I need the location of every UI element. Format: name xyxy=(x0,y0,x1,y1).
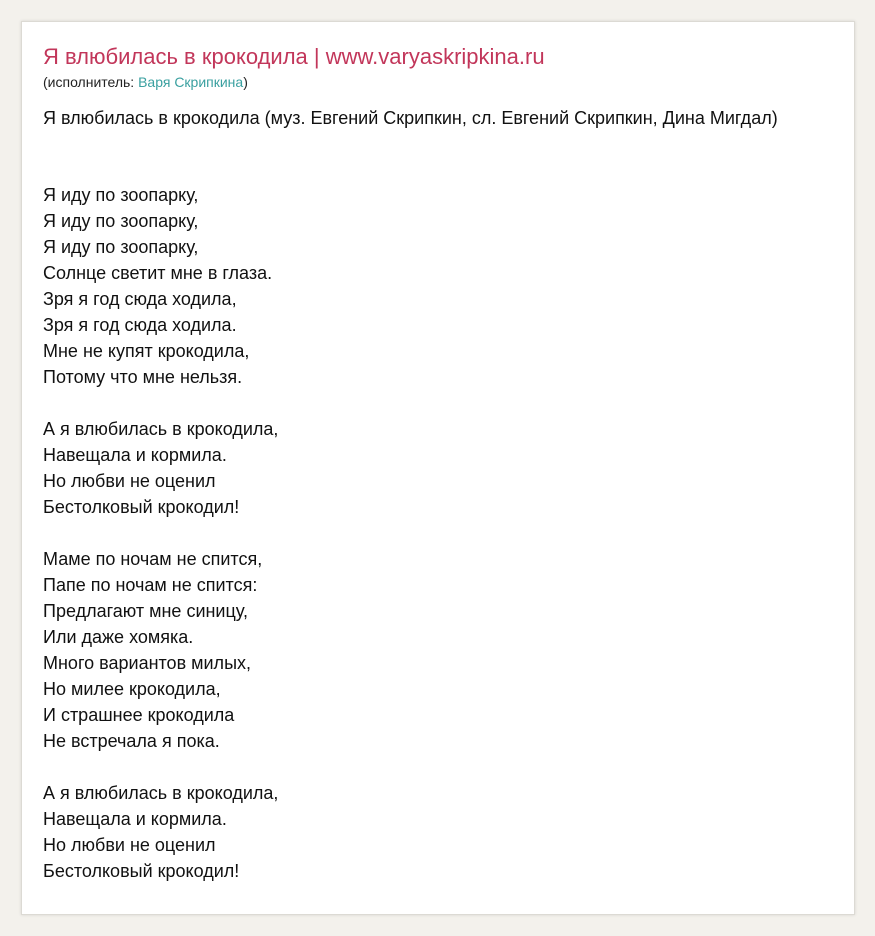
lyric-line: Или даже хомяка. xyxy=(43,627,194,647)
lyric-line: Много вариантов милых, xyxy=(43,653,252,673)
lyric-line: Бестолковый крокодил! xyxy=(43,861,240,881)
lyric-line: Навещала и кормила. xyxy=(43,809,227,829)
lyrics-body xyxy=(43,182,278,910)
lyric-line: Папе по ночам не спится: xyxy=(43,575,258,595)
lyric-line: Мне не купят крокодила, xyxy=(43,341,250,361)
lyric-line: Но любви не оценил xyxy=(43,471,216,491)
lyric-line: Потому что мне нельзя. xyxy=(43,367,243,387)
page-title: Я влюбилась в крокодила | www.varyaskripkina.ru xyxy=(43,44,545,69)
performer-line xyxy=(43,73,248,91)
lyric-line: А я влюбилась в крокодила, xyxy=(43,419,279,439)
lyric-line: Зря я год сюда ходила, xyxy=(43,289,237,309)
performer-prefix: (исполнитель: xyxy=(43,74,139,90)
stanza-1 xyxy=(43,182,278,390)
lyric-line: Предлагают мне синицу, xyxy=(43,601,248,621)
lyric-line: Но милее крокодила, xyxy=(43,679,221,699)
lyric-line: Зря я год сюда ходила. xyxy=(43,315,237,335)
performer-suffix: ) xyxy=(243,74,248,90)
performer-link[interactable]: Варя Скрипкина xyxy=(138,74,244,90)
lyric-line: Не встречала я пока. xyxy=(43,731,220,751)
stanza-4 xyxy=(43,780,278,884)
stanza-3 xyxy=(43,546,278,754)
lyric-line: Но любви не оценил xyxy=(43,835,216,855)
song-credits: Я влюбилась в крокодила (муз. Евгений Скрипкин, сл. Евгений Скрипкин, Дина Мигдал) xyxy=(43,108,778,128)
lyric-line: Солнце светит мне в глаза. xyxy=(43,263,273,283)
lyric-line: И страшнее крокодила xyxy=(43,705,235,725)
lyric-line: Я иду по зоопарку, xyxy=(43,237,199,257)
lyric-line: Бестолковый крокодил! xyxy=(43,497,240,517)
lyric-line: А я влюбилась в крокодила, xyxy=(43,783,279,803)
lyric-line: Навещала и кормила. xyxy=(43,445,227,465)
stanza-2 xyxy=(43,416,278,520)
lyric-line: Я иду по зоопарку, xyxy=(43,185,199,205)
lyric-line: Маме по ночам не спится, xyxy=(43,549,263,569)
lyric-line: Я иду по зоопарку, xyxy=(43,211,199,231)
lyrics-card xyxy=(21,21,855,915)
